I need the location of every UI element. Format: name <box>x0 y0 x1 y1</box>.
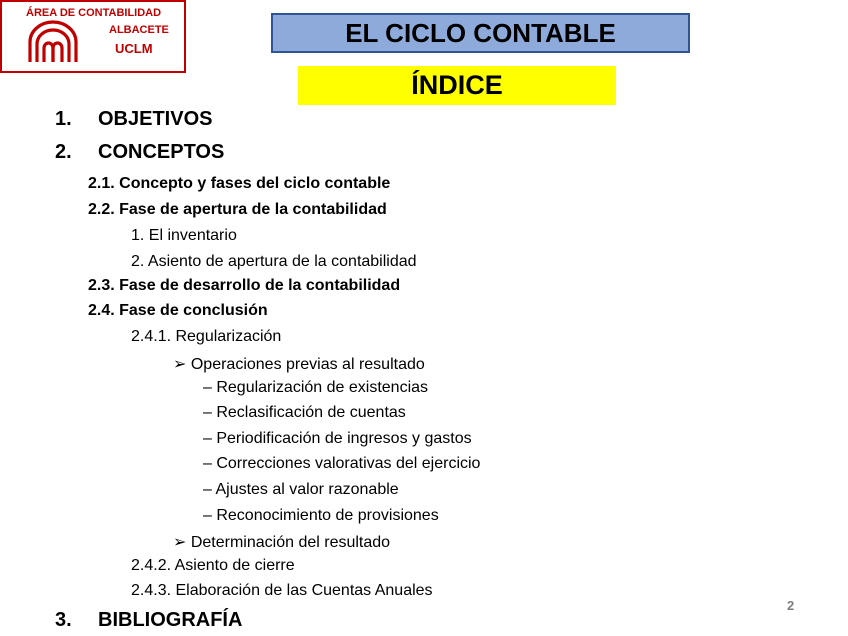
subitem-2-1: 2.1. Concepto y fases del ciclo contable <box>88 175 391 192</box>
index-heading <box>298 66 616 105</box>
subitem-2-4-2: 2.4.2. Asiento de cierre <box>131 557 295 574</box>
item-label: CONCEPTOS <box>98 141 225 163</box>
slide-title <box>271 13 690 53</box>
item-number: 2. <box>55 141 72 163</box>
dash-item-existencias: – Regularización de existencias <box>203 379 429 396</box>
index-heading-text: ÍNDICE <box>411 70 503 100</box>
item-label: OBJETIVOS <box>98 108 213 130</box>
dash-item-periodificacion: – Periodificación de ingresos y gastos <box>203 430 472 447</box>
dash-item-correcciones: – Correcciones valorativas del ejercicio <box>203 455 481 472</box>
slide-title-text: EL CICLO CONTABLE <box>345 17 616 48</box>
logo-university-text: UCLM <box>115 41 153 56</box>
subitem-2-2-1: 1. El inventario <box>131 227 237 244</box>
dash-item-provisiones: – Reconocimiento de provisiones <box>203 507 439 524</box>
arches-logo-icon <box>26 20 80 64</box>
bullet-operaciones-previas: ➢ Operaciones previas al resultado <box>173 356 425 373</box>
logo <box>0 0 186 73</box>
dash-item-ajustes: – Ajustes al valor razonable <box>203 481 399 498</box>
subitem-2-4-3: 2.4.3. Elaboración de las Cuentas Anuales <box>131 582 433 599</box>
logo-area-text: ÁREA DE CONTABILIDAD <box>26 7 162 19</box>
subitem-2-2: 2.2. Fase de apertura de la contabilidad <box>88 201 387 218</box>
bullet-determinacion-resultado: ➢ Determinación del resultado <box>173 534 391 551</box>
subitem-2-2-2: 2. Asiento de apertura de la contabilidad <box>131 253 417 270</box>
subitem-2-4: 2.4. Fase de conclusión <box>88 302 268 319</box>
item-label: BIBLIOGRAFÍA <box>98 609 243 631</box>
item-number: 1. <box>55 108 72 130</box>
subitem-2-4-1: 2.4.1. Regularización <box>131 328 282 345</box>
logo-city-text: ALBACETE <box>109 24 169 36</box>
item-number: 3. <box>55 609 72 631</box>
page-number: 2 <box>787 598 795 613</box>
dash-item-reclasificacion: – Reclasificación de cuentas <box>203 404 406 421</box>
subitem-2-3: 2.3. Fase de desarrollo de la contabilidad <box>88 277 401 294</box>
